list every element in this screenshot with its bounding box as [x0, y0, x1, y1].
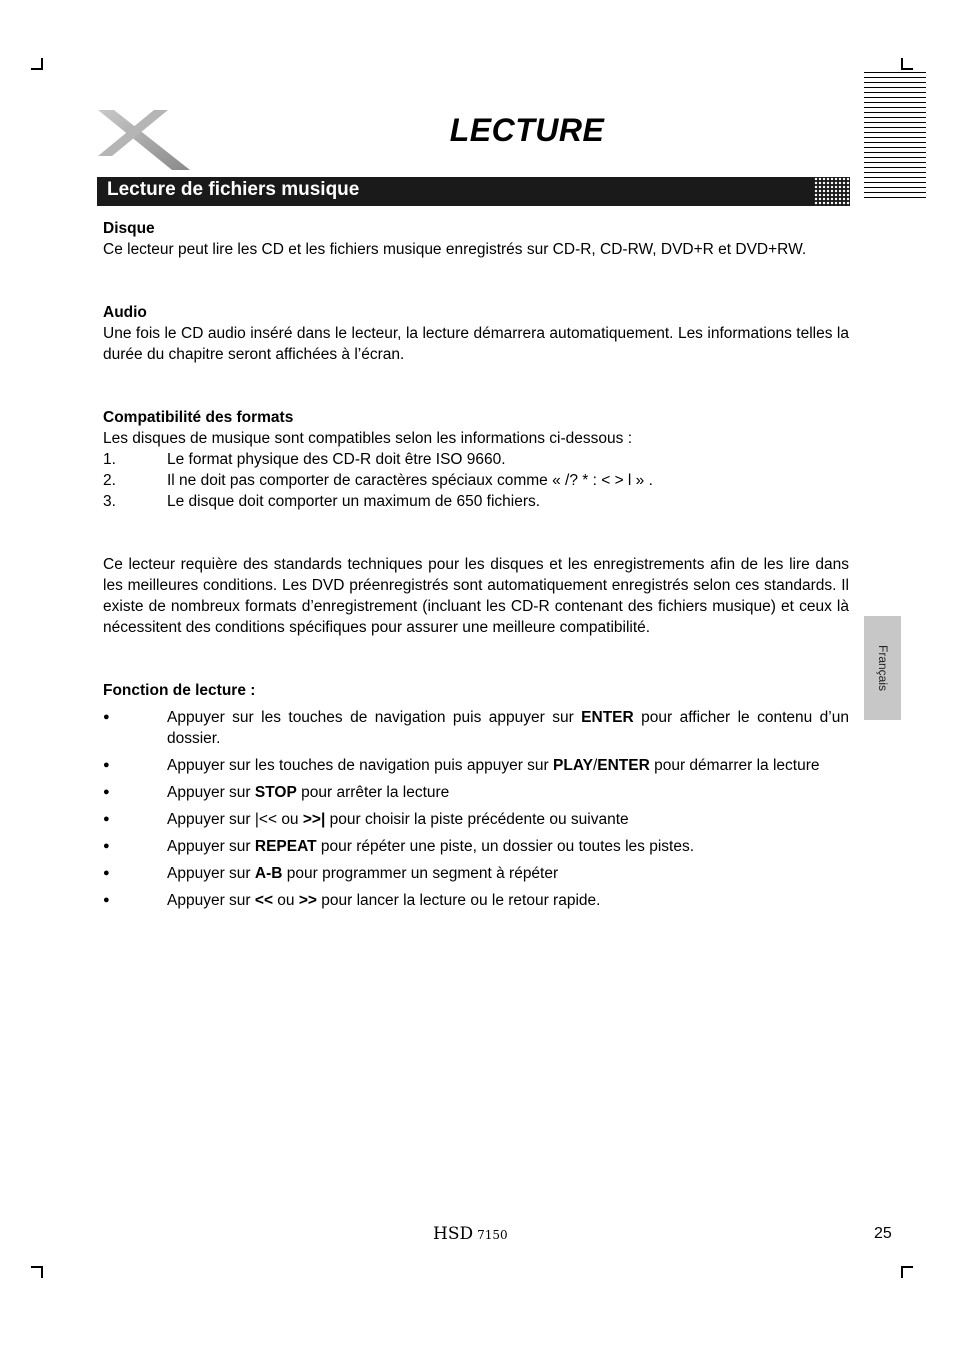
- item-number: 1.: [103, 451, 116, 468]
- bullet-text: ou: [273, 892, 299, 909]
- bullet-text: pour lancer la lecture ou le retour rapide.: [316, 892, 601, 909]
- bullet-icon: ●: [103, 894, 110, 906]
- crop-mark-top-left: [31, 58, 43, 70]
- bullet-text: pour arrêter la lecture: [296, 784, 450, 801]
- bullet-text: pour répéter une piste, un dossier ou toutes les pistes.: [316, 838, 695, 855]
- bullet-key: ENTER: [597, 757, 650, 774]
- model-number: 7150: [477, 1228, 508, 1242]
- bullet-item: [103, 782, 849, 803]
- bullet-icon: ●: [103, 867, 110, 879]
- page-number: 25: [874, 1225, 892, 1242]
- bullet-item: [103, 863, 849, 884]
- bullet-text: Appuyer sur: [167, 865, 255, 882]
- crop-mark-top-right: [901, 58, 913, 70]
- compat-intro: Les disques de musique sont compatibles selon les informations ci-dessous :: [103, 430, 632, 447]
- dot-pattern: [814, 177, 850, 206]
- bullet-key: >>: [298, 892, 317, 909]
- page-title: LECTURE: [449, 112, 605, 148]
- bullet-text: pour programmer un segment à répéter: [282, 865, 559, 882]
- x-logo-icon: [96, 108, 192, 172]
- language-tab: [864, 616, 901, 720]
- item-text: Il ne doit pas comporter de caractères spéciaux comme « /? * : < > l » .: [167, 472, 653, 489]
- list-item: [103, 470, 849, 491]
- bullet-icon: ●: [103, 759, 110, 771]
- bullet-text: /: [592, 757, 598, 774]
- bullet-text: Appuyer sur les touches de navigation puis appuyer sur: [167, 709, 582, 726]
- bullet-icon: ●: [103, 840, 110, 852]
- bullet-text: pour démarrer la lecture: [649, 757, 820, 774]
- bullet-text: Appuyer sur: [167, 784, 255, 801]
- bullet-text: Appuyer sur les touches de navigation puis appuyer sur: [167, 757, 554, 774]
- section-title: Lecture de fichiers musique: [107, 179, 360, 200]
- bullet-text: Appuyer sur: [167, 838, 255, 855]
- bullet-key: >>|: [302, 811, 326, 828]
- bullet-key: A-B: [254, 865, 283, 882]
- item-text: Le format physique des CD-R doit être ISO 9660.: [167, 451, 506, 468]
- model-name: [433, 1224, 508, 1244]
- bullet-icon: ●: [103, 711, 110, 723]
- bullet-icon: ●: [103, 786, 110, 798]
- bullet-text: pour choisir la piste précédente ou suivante: [325, 811, 629, 828]
- item-number: 2.: [103, 472, 116, 489]
- bullet-item: [103, 755, 849, 776]
- bullet-item: [103, 809, 849, 830]
- bullet-item: [103, 890, 849, 911]
- bullet-key: PLAY: [553, 757, 593, 774]
- list-item: [103, 449, 849, 470]
- bullet-item: [103, 836, 849, 857]
- standards-text: Ce lecteur requière des standards techniques pour les disques et les enregistrements afin de les lire dans les meilleures conditions. Les DVD préenregistrés sont automatiquement enregistrés selon ces standards. Il existe de nombreux formats d’enregistrement (incluant les CD-R contenant des fichiers musique) et ceux là nécessitent des conditions spécifiques pour assurer une meilleure compatibilité.: [103, 556, 849, 636]
- bullet-item: [103, 707, 849, 749]
- model-label: HSD: [433, 1224, 474, 1244]
- section-header-bar: [97, 177, 850, 206]
- bullet-key: STOP: [254, 784, 297, 801]
- bullet-key: REPEAT: [254, 838, 317, 855]
- disque-text: Ce lecteur peut lire les CD et les fichiers musique enregistrés sur CD-R, CD-RW, DVD+R et DVD+RW.: [103, 241, 807, 258]
- fonction-heading: Fonction de lecture :: [103, 682, 256, 699]
- bullet-text: Appuyer sur |<< ou: [167, 811, 303, 828]
- item-number: 3.: [103, 493, 116, 510]
- bullet-key: ENTER: [581, 709, 634, 726]
- audio-text: Une fois le CD audio inséré dans le lecteur, la lecture démarrera automatiquement. Les informations telles la durée du chapitre seront affichées à l’écran.: [103, 325, 849, 363]
- bullet-text: Appuyer sur: [167, 892, 255, 909]
- bullet-key: <<: [254, 892, 273, 909]
- main-content: [103, 218, 849, 911]
- crop-mark-bottom-right: [901, 1266, 913, 1278]
- audio-heading: Audio: [103, 304, 147, 321]
- compat-heading: Compatibilité des formats: [103, 409, 294, 426]
- bullet-text: pour afficher le contenu d’un dossier.: [167, 709, 849, 747]
- item-text: Le disque doit comporter un maximum de 650 fichiers.: [167, 493, 541, 510]
- decorative-stripes: [864, 72, 926, 199]
- disque-heading: Disque: [103, 220, 155, 237]
- list-item: [103, 491, 849, 512]
- bullet-icon: ●: [103, 813, 110, 825]
- crop-mark-bottom-left: [31, 1266, 43, 1278]
- language-label: Français: [875, 644, 890, 692]
